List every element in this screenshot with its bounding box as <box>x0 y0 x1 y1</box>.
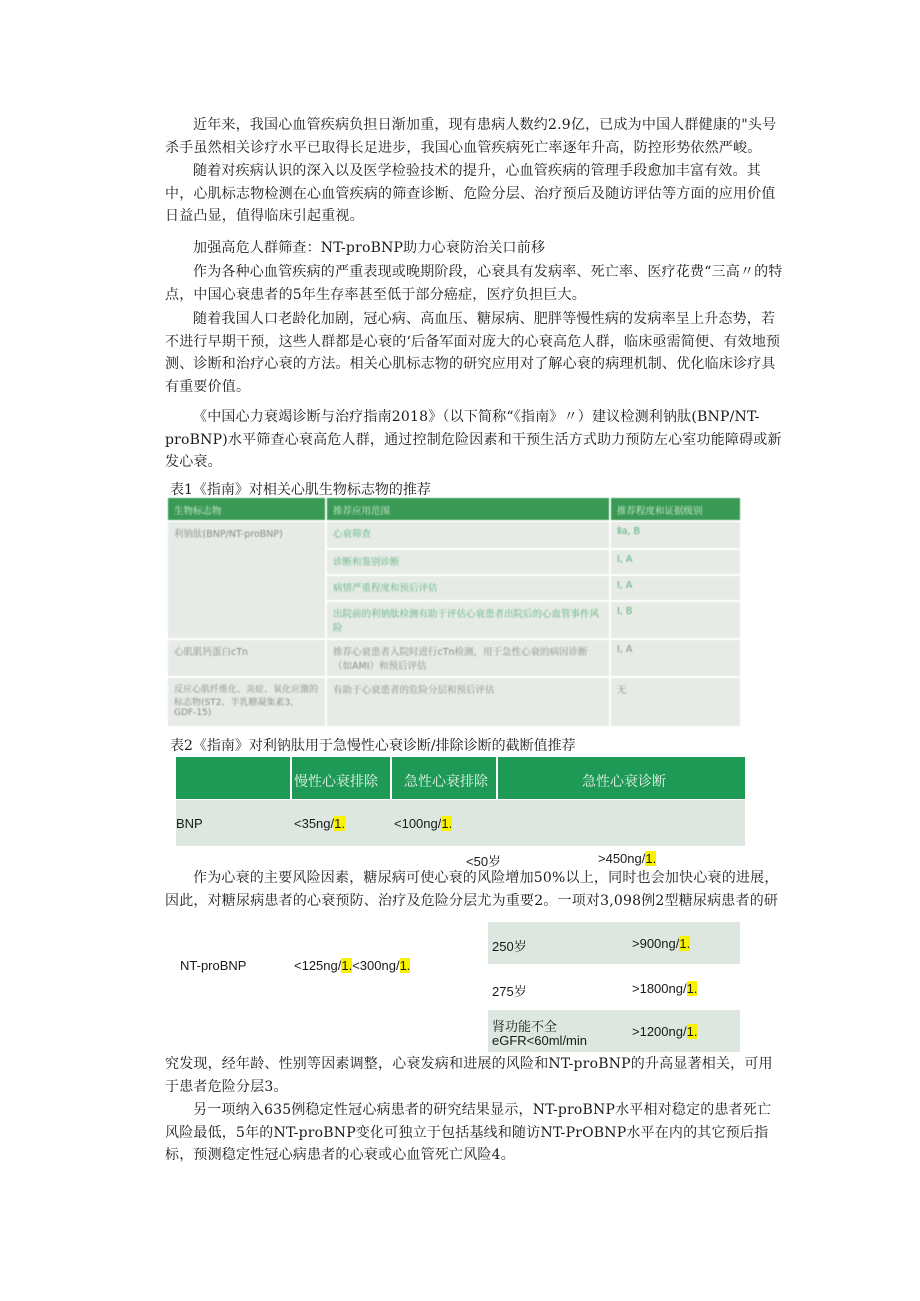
table1-cell-grade: Ⅰ, A <box>611 640 740 676</box>
table1-cell-grade: Ⅰ, A <box>611 576 740 600</box>
table1-cell-grade: Ⅰ, B <box>611 602 740 638</box>
table1-cell-use: 诊断和鉴别诊断 <box>327 550 609 574</box>
paragraph-aging: 随着我国人口老龄化加剧，冠心病、高血压、糖尿病、肥胖等慢性病的发病率呈上升态势，若不进行早期干预，这些人群都是心衰的‘后备军面对庞大的心衰高危人群，临床亟需简便、有效地预测、诊断和治疗心衰的方法。相关心肌标志物的研究应用对了解心衰的病理机制、优化临床诊疗具有重要价值。 <box>165 311 781 395</box>
egfr-threshold: eGFR<60ml/min <box>492 1033 587 1048</box>
bnp-label: BNP <box>176 816 203 831</box>
table2-header-blank <box>176 757 290 799</box>
table1-caption: 表1《指南》对相关心肌生物标志物的推荐 <box>170 482 431 498</box>
paragraph-guideline: 《中国心力衰竭诊断与治疗指南2018》（以下简称“《指南》〃）建议检测利钠肽(BNP/NT-proBNP)水平筛查心衰高危人群，通过控制危险因素和干预生活方式助力预防左心室功能障碍或新发心衰。 <box>165 409 782 470</box>
table1 <box>168 498 740 726</box>
paragraph-intro: 近年来，我国心血管疾病负担日渐加重，现有患病人数约2.9亿，已成为中国人群健康的"头号杀手虽然相关诊疗水平已取得长足进步，我国心血管疾病死亡率逐年升高，防控形势依然严峻。 <box>165 117 777 156</box>
table1-cell-grade: Ⅱa, B <box>611 522 740 548</box>
table1-cell-use: 出院前的利钠肽检测有助于评估心衰患者出院后的心血管事件风险 <box>327 602 609 638</box>
table1-header-marker: 生物标志物 <box>174 506 222 517</box>
nt-exclusion-cutoffs: <125ng/1.<300ng/1. <box>294 958 411 973</box>
paragraph-cad-study: 另一项纳入635例稳定性冠心病患者的研究结果显示，NT-proBNP水平相对稳定的患者死亡风险最低，5年的NT-proBNP变化可独立于包括基线和随访NT-PrOBNP水平在内的其它预后指标，预测稳定性冠心病患者的心衰或心血管死亡风险4。 <box>165 1102 772 1163</box>
table1-cell-grade: 无 <box>611 678 740 726</box>
paragraph-heart-failure: 作为各种心血管疾病的严重表现或晚期阶段，心衰具有发病率、死亡率、医疗花费“三高〃的特点，中国心衰患者的5年生存率甚至低于部分癌症，医疗负担巨大。 <box>165 264 783 303</box>
table1-header-use: 推荐应用范围 <box>333 506 391 517</box>
table1-cell-use: 心衰筛查 <box>327 522 609 548</box>
paragraph-management: 随着对疾病认识的深入以及医学检验技术的提升，心血管疾病的管理手段愈加丰富有效。其中，心肌标志物检测在心血管疾病的筛查诊断、危险分层、治疗预后及随访评估等方面的应用价值日益凸显，值得临床引起重视。 <box>165 163 776 224</box>
paragraph-continuation: 究发现，经年龄、性别等因素调整，心衰发病和进展的风险和NT-proBNP的升高显著相关，可用于患者危险分层3。 <box>165 1056 773 1095</box>
paragraph-diabetes: 作为心衰的主要风险因素，糖尿病可使心衰的风险增加50%以上，同时也会加快心衰的进展，因此，对糖尿病患者的心衰预防、治疗及危险分层尤为重要2。一项对3,098例2型糖尿病患者的研 <box>165 870 779 909</box>
nt-age-50-cutoff: >900ng/1. <box>632 936 691 951</box>
table1-cell-marker: 心肌肌钙蛋白cTn <box>168 640 325 676</box>
table1-header-grade: 推荐程度和证据级别 <box>617 506 703 517</box>
table1-cell-use: 病情严重程度和预后评估 <box>327 576 609 600</box>
age-75: 275岁 <box>492 984 527 999</box>
nt-age-75-cutoff: >1800ng/1. <box>632 981 698 996</box>
bnp-chronic-cutoff: <35ng/1. <box>294 816 345 831</box>
table2-header-chronic-exclusion: 慢性心衰排除 <box>294 773 378 789</box>
table1-cell-marker: 利钠肽(BNP/NT-proBNP) <box>168 522 325 638</box>
table2-bnp-row <box>176 800 745 846</box>
section-heading: 加强高危人群筛查：NT-proBNP助力心衰防治关口前移 <box>193 240 546 256</box>
table1-cell-use: 推荐心衰患者入院时进行cTn检测，用于急性心衰的病因诊断（如AMI）和预后评估 <box>327 640 609 676</box>
age-50: 250岁 <box>492 939 527 954</box>
nt-probnp-label: NT-proBNP <box>180 958 247 973</box>
table1-cell-marker: 反应心肌纤维化、炎症、氧化应激的标志物(ST2、半乳糖凝集素3、GDF-15) <box>168 678 325 726</box>
renal-insufficiency: 肾功能不全 <box>492 1019 558 1034</box>
table2-caption: 表2《指南》对利钠肽用于急慢性心衰诊断/排除诊断的截断值推荐 <box>170 738 576 754</box>
age-under-50: <50岁 <box>466 854 502 869</box>
nt-renal-cutoff: >1200ng/1. <box>632 1024 698 1039</box>
table1-cell-grade: Ⅰ, A <box>611 550 740 574</box>
nt-under-50-cutoff: >450ng/1. <box>598 851 657 866</box>
table2-header-acute-diagnosis: 急性心衰诊断 <box>582 773 666 789</box>
bnp-acute-exclusion-cutoff: <100ng/1. <box>394 816 453 831</box>
table1-cell-use: 有助于心衰患者的危险分层和预后评估 <box>327 678 609 726</box>
table2-header-acute-exclusion: 急性心衰排除 <box>404 773 488 789</box>
